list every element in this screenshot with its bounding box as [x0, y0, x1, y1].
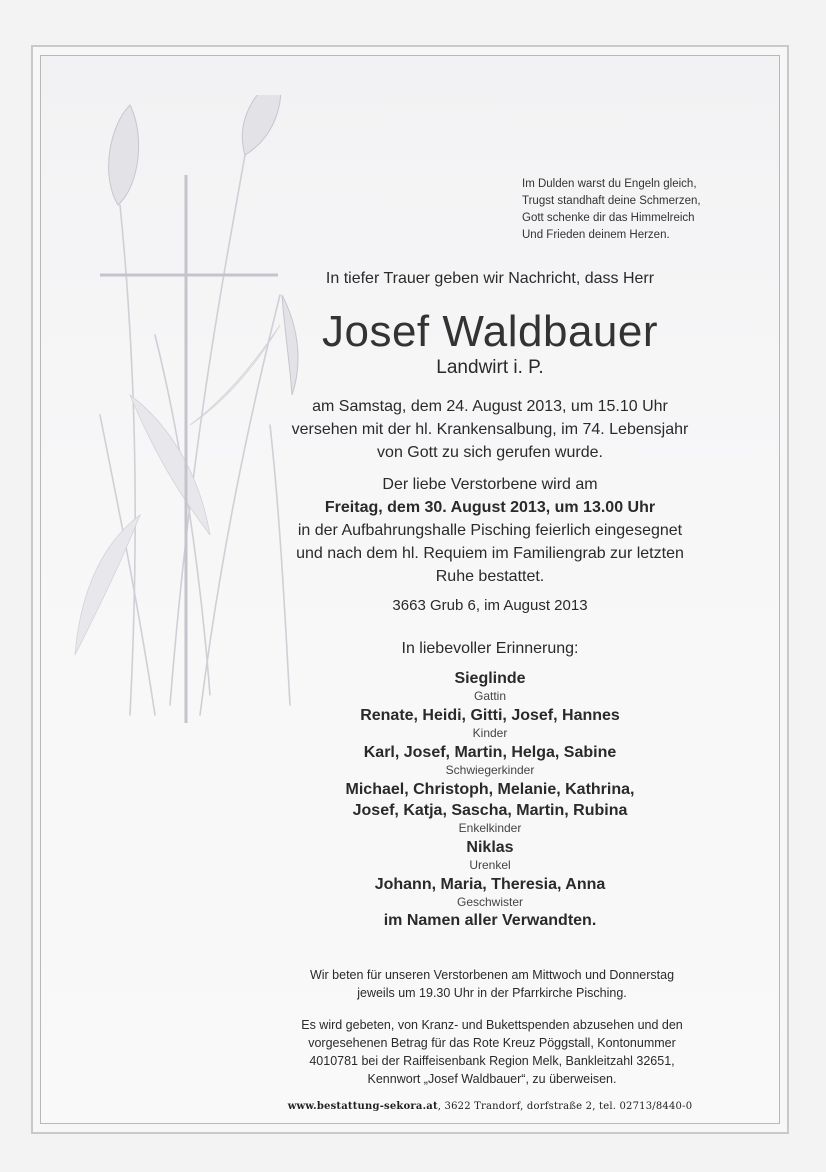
note-line: vorgesehenen Betrag für das Rote Kreuz Pöggstall, Kontonummer: [308, 1036, 676, 1050]
note-line: jeweils um 19.30 Uhr in der Pfarrkirche Pisching.: [357, 986, 627, 1000]
family-group: [270, 837, 710, 873]
memorial-verse: [522, 176, 762, 244]
death-line: versehen mit der hl. Krankensalbung, im 74. Lebensjahr: [291, 421, 689, 438]
family-names: Niklas: [466, 839, 514, 856]
note-line: 4010781 bei der Raiffeisenbank Region Melk, Bankleitzahl 32651,: [309, 1054, 675, 1068]
donation-note: [262, 1016, 722, 1088]
funeral-line: in der Aufbahrungshalle Pisching feierlich eingesegnet: [297, 522, 683, 539]
family-names: Josef, Katja, Sascha, Martin, Rubina: [352, 802, 628, 819]
funeral-line: und nach dem hl. Requiem im Familiengrab zur letzten: [296, 545, 684, 562]
wheat-stalks: [100, 155, 290, 715]
family-relation: Enkelkinder: [458, 821, 522, 835]
place-date: 3663 Grub 6, im August 2013: [392, 597, 588, 614]
funeral-date: Freitag, dem 30. August 2013, um 13.00 Uhr: [324, 499, 656, 516]
intro-text: In tiefer Trauer geben wir Nachricht, dass Herr: [325, 270, 655, 287]
family-names: Renate, Heidi, Gitti, Josef, Hannes: [360, 707, 620, 724]
family-relation: Gattin: [473, 689, 506, 703]
footer-website: www.bestattung-sekora.at: [287, 1101, 438, 1112]
family-relation: Urenkel: [469, 858, 511, 872]
funeral-line: Der liebe Verstorbene wird am: [382, 476, 598, 493]
funeral-line: Ruhe bestattet.: [435, 568, 545, 585]
memory-label: In liebevoller Erinnerung:: [401, 640, 579, 657]
family-group: [270, 779, 710, 836]
note-line: Wir beten für unseren Verstorbenen am Mittwoch und Donnerstag: [309, 968, 675, 982]
verse-line: Gott schenke dir das Himmelreich: [522, 212, 695, 224]
verse-line: Trugst standhaft deine Schmerzen,: [522, 195, 701, 207]
leaves: [75, 325, 280, 655]
deceased-name: Josef Waldbauer: [321, 307, 659, 356]
family-relation: Kinder: [472, 726, 508, 740]
deceased-occupation: Landwirt i. P.: [436, 357, 544, 378]
footer-address: , 3622 Trandorf, dorfstraße 2, tel. 02713/8440-0: [437, 1101, 693, 1112]
cross-icon: [100, 175, 278, 723]
death-notice: [270, 395, 710, 464]
note-line: Kennwort „Josef Waldbauer“, zu überweisen.: [367, 1072, 617, 1086]
verse-line: Und Frieden deinem Herzen.: [522, 229, 670, 241]
family-names: Karl, Josef, Martin, Helga, Sabine: [363, 744, 617, 761]
verse-line: Im Dulden warst du Engeln gleich,: [522, 178, 697, 190]
closing-line: im Namen aller Verwandten.: [383, 912, 597, 929]
family-group: [270, 668, 710, 704]
family-group: [270, 705, 710, 741]
mourners-list: [270, 668, 710, 930]
family-group: [270, 742, 710, 778]
family-names: Michael, Christoph, Melanie, Kathrina,: [345, 781, 635, 798]
family-group: [270, 874, 710, 910]
family-relation: Schwiegerkinder: [445, 763, 535, 777]
funeral-notice: [270, 473, 710, 588]
family-names: Johann, Maria, Theresia, Anna: [374, 876, 606, 893]
funeral-home-footer: [250, 1101, 730, 1112]
note-line: Es wird gebeten, von Kranz- und Bukettspenden abzusehen und den: [301, 1018, 683, 1032]
family-relation: Geschwister: [456, 895, 524, 909]
death-line: von Gott zu sich gerufen wurde.: [377, 444, 603, 461]
death-line: am Samstag, dem 24. August 2013, um 15.10 Uhr: [312, 398, 668, 415]
prayer-note: [262, 966, 722, 1002]
family-names: Sieglinde: [454, 670, 526, 687]
